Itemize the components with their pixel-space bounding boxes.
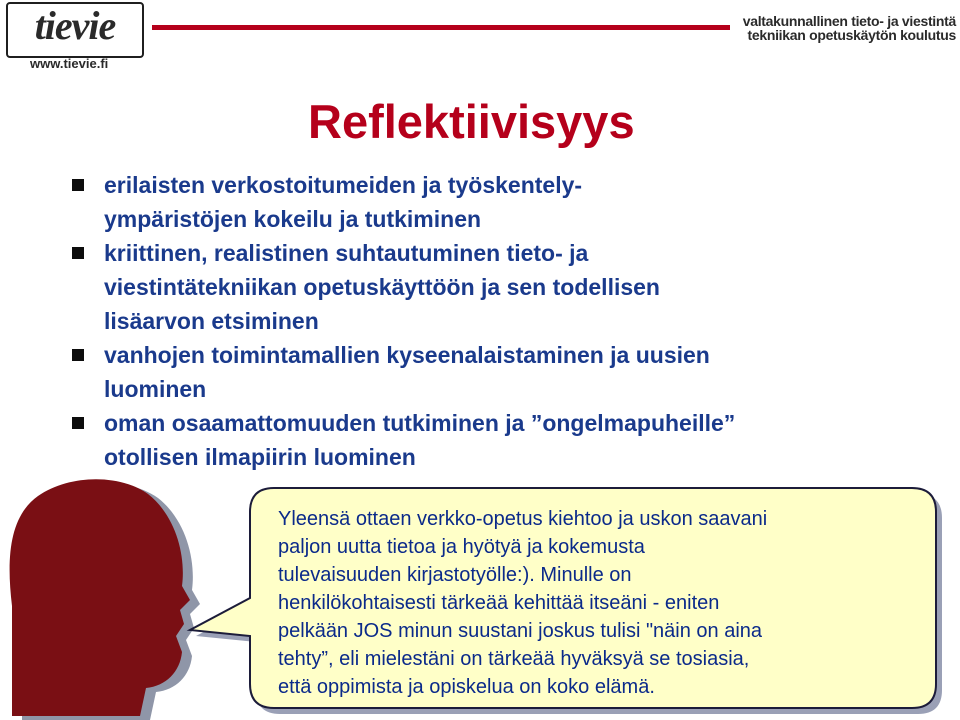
callout-line: tehty”, eli mielestäni on tärkeää hyväksyä se tosiasia,: [278, 648, 750, 670]
bullet-line: viestintätekniikan opetuskäyttöön ja sen todellisen: [104, 274, 660, 300]
slide-title: Reflektiivisyys: [308, 95, 635, 148]
bullet-line: lisäarvon etsiminen: [104, 308, 319, 334]
logo-url: www.tievie.fi: [30, 56, 109, 71]
callout-line: paljon uutta tietoa ja hyötyä ja kokemusta: [278, 536, 645, 558]
bullet-line: kriittinen, realistinen suhtautuminen tieto- ja: [104, 240, 589, 266]
tagline-line-2: tekniikan opetuskäytön koulutus: [747, 27, 956, 43]
bullet-line: luominen: [104, 376, 207, 402]
bullet-line: vanhojen toimintamallien kyseenalaistaminen ja uusien: [104, 342, 710, 368]
bullet-line: ympäristöjen kokeilu ja tutkiminen: [104, 206, 482, 232]
callout-line: tulevaisuuden kirjastotyölle:). Minulle on: [278, 564, 632, 586]
callout-line: Yleensä ottaen verkko-opetus kiehtoo ja uskon saavani: [278, 508, 768, 530]
head-silhouette: [10, 479, 190, 716]
tagline-line-1: valtakunnallinen tieto- ja viestintä: [742, 13, 956, 29]
callout-text: [278, 505, 930, 701]
bullet-line: otollisen ilmapiirin luominen: [104, 444, 416, 470]
callout-line: pelkään JOS minun suustani joskus tulisi "näin on aina: [278, 620, 763, 642]
bullet-line: oman osaamattomuuden tutkiminen ja ”ongelmapuheille”: [104, 410, 736, 436]
callout-line: että oppimista ja opiskelua on koko elämä.: [278, 676, 655, 698]
callout-line: henkilökohtaisesti tärkeää kehittää itseäni - eniten: [278, 592, 720, 614]
bullet-line: erilaisten verkostoitumeiden ja työskentely-: [104, 172, 583, 198]
logo-wordmark: tievie: [34, 3, 116, 48]
